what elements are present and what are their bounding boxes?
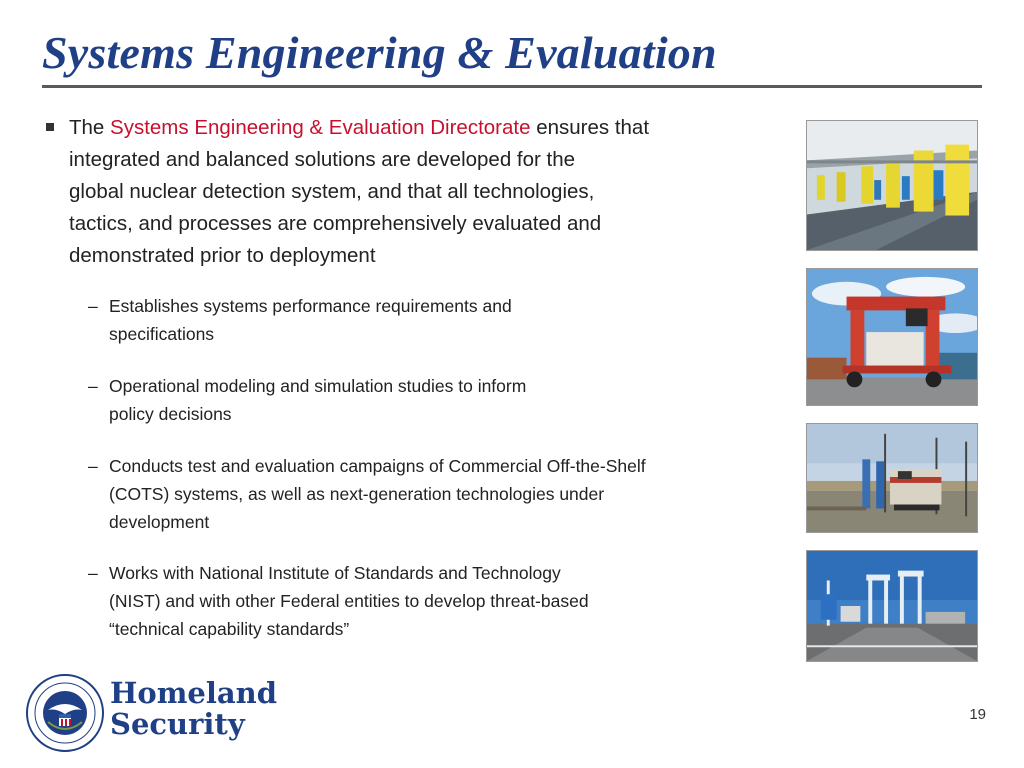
dash-bullet-icon: – — [88, 376, 98, 396]
port-cranes-photo — [806, 550, 978, 662]
portal-lanes-photo — [806, 120, 978, 251]
dash-bullet-icon: – — [88, 456, 98, 476]
brand-line-2: Security — [110, 707, 245, 741]
homeland-security-wordmark — [110, 678, 277, 740]
brand-line-1: Homeland — [110, 676, 278, 710]
dash-bullet-icon: – — [88, 563, 98, 583]
main-bullet-line-3: global nuclear detection system, and that all technologies, — [69, 180, 595, 203]
dash-bullet-icon: – — [88, 296, 98, 316]
main-bullet-line-1: The Systems Engineering & Evaluation Directorate ensures that — [69, 116, 650, 139]
main-bullet-line-5: demonstrated prior to deployment — [69, 244, 376, 267]
straddle-carrier-photo — [806, 268, 978, 406]
rail-portal-photo — [806, 423, 978, 533]
directorate-highlight: Systems Engineering & Evaluation Directorate — [110, 116, 531, 139]
main-bullet-line-2: integrated and balanced solutions are developed for the — [69, 148, 576, 171]
main-bullet-line-4: tactics, and processes are comprehensively evaluated and — [69, 212, 602, 235]
dhs-seal-icon — [26, 674, 104, 752]
slide-title: Systems Engineering & Evaluation — [42, 27, 717, 78]
page-number: 19 — [969, 706, 986, 723]
square-bullet-icon — [46, 123, 54, 131]
main-bullet-text — [69, 112, 769, 272]
title-underline — [42, 85, 982, 88]
